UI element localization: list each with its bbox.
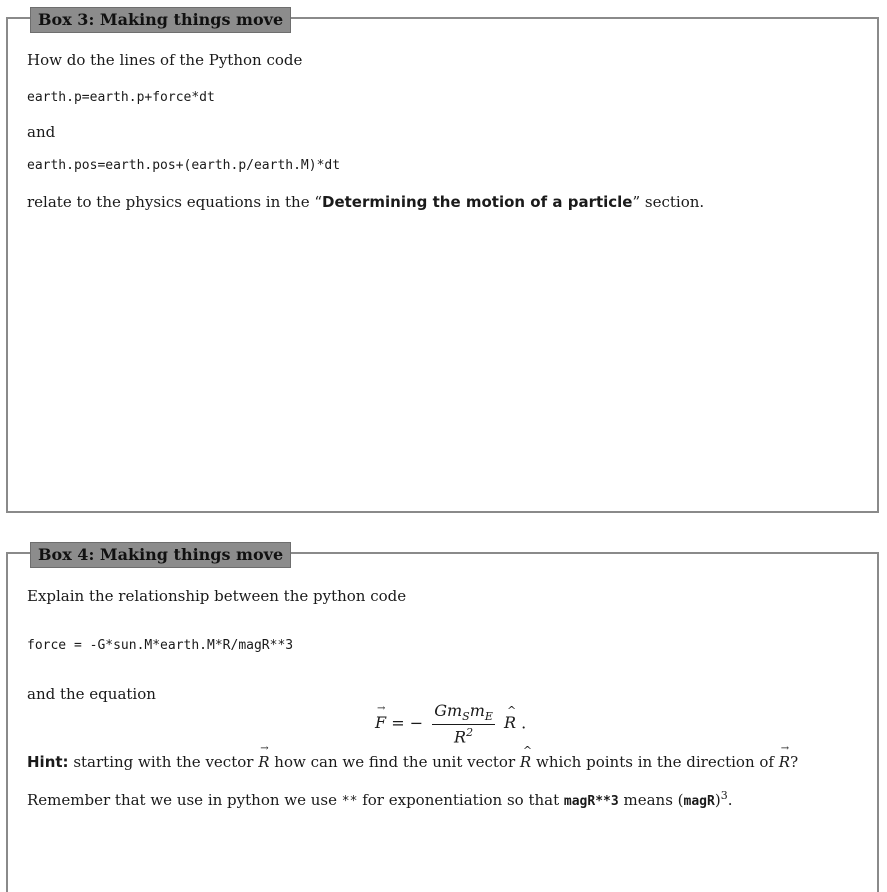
box-4 xyxy=(6,545,879,892)
equation-unit-vector: ^ R xyxy=(504,713,516,732)
equation-fraction xyxy=(432,701,495,747)
box-3-code-momentum: earth.p=earth.p+force*dt xyxy=(27,90,215,105)
box-3-relate xyxy=(27,193,704,211)
box-3-and: and xyxy=(27,123,56,141)
exponent-operator: ** xyxy=(341,794,358,809)
box-4-and-equation: and the equation xyxy=(27,685,156,703)
gravity-equation xyxy=(375,701,526,747)
equation-numerator: $Gm_Sm_E$ xyxy=(434,701,493,724)
box-3-title: Box 3: Making things move xyxy=(30,7,291,33)
equation-force-vector: → F xyxy=(375,713,386,732)
box-4-remember: Remember that we use in python we use ** for exponentiation so that magR**3 means (magR)$^3$. xyxy=(27,789,733,809)
box-4-title: Box 4: Making things move xyxy=(30,542,291,568)
box-4-hint: Hint: starting with the vector → R how can we find the unit vector ^ R which points in the direction of → R? xyxy=(27,753,798,771)
box-3-relate-pre: relate to the physics equations in the “ xyxy=(27,193,323,211)
box-4-intro: Explain the relationship between the python code xyxy=(27,587,407,605)
box-3-code-position: earth.pos=earth.pos+(earth.p/earth.M)*dt xyxy=(27,158,341,173)
magR-code: magR xyxy=(683,794,715,809)
box-3-section-reference: Determining the motion of a particle xyxy=(322,193,633,211)
hint-label: Hint: xyxy=(27,753,69,771)
hint-vector-r: → R xyxy=(258,753,269,771)
magR-cubed-code: magR**3 xyxy=(563,794,619,809)
box-3 xyxy=(6,10,879,513)
hint-unit-vector-r: ^ R xyxy=(520,753,531,771)
equation-equals: = − xyxy=(391,713,424,733)
hint-vector-r-2: → R xyxy=(779,753,790,771)
box-3-intro: How do the lines of the Python code xyxy=(27,51,303,69)
box-4-code-force: force = -G*sun.M*earth.M*R/magR**3 xyxy=(27,638,294,653)
box-3-relate-post: ” section. xyxy=(632,193,705,211)
equation-denominator: $R^2$ xyxy=(454,726,474,747)
equation-end: . xyxy=(521,713,527,733)
